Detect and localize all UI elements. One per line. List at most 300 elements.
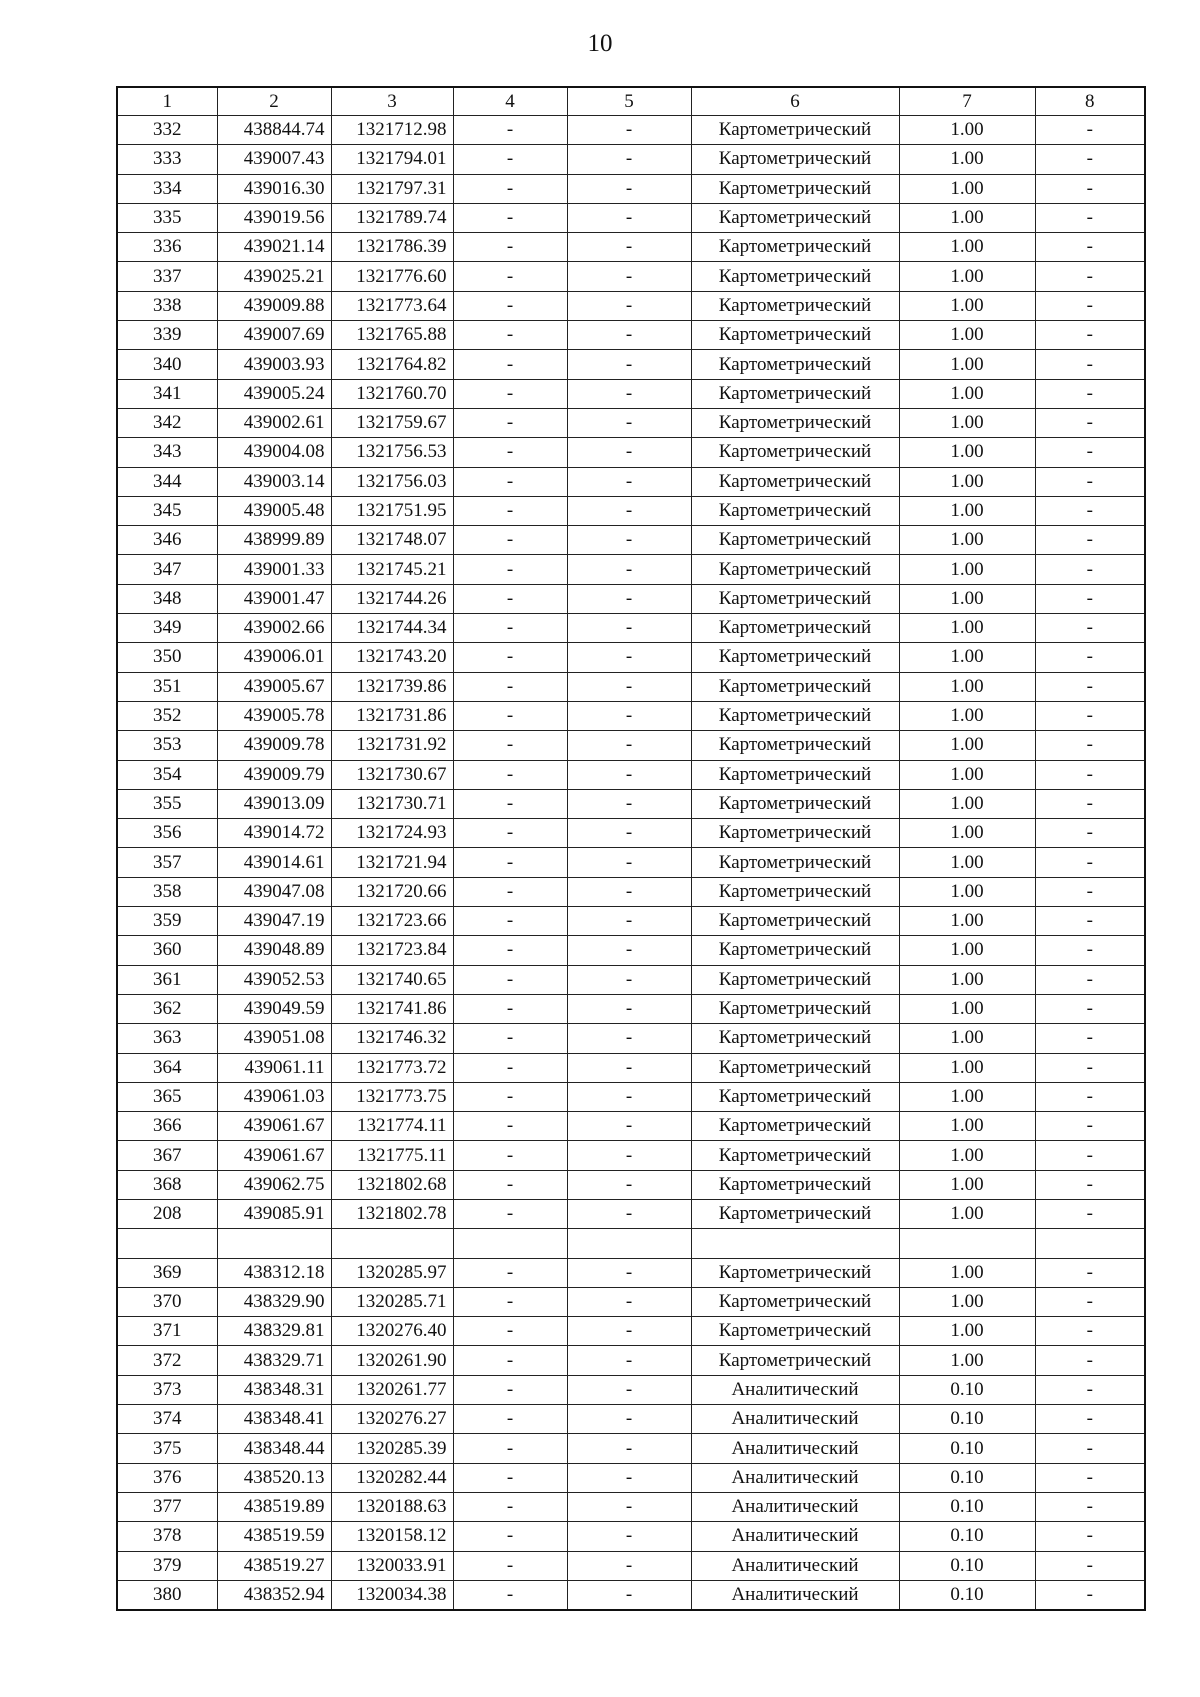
table-cell-col-5: - (567, 1258, 691, 1287)
table-cell-col-1: 360 (117, 936, 217, 965)
table-cell-col-8: - (1035, 1258, 1145, 1287)
table-cell-col-4: - (453, 1317, 567, 1346)
table-cell-col-5: - (567, 760, 691, 789)
table-cell-col-7: 0.10 (899, 1580, 1035, 1610)
table-cell-col-5: - (567, 672, 691, 701)
table-cell-col-6: Картометрический (691, 584, 899, 613)
table-cell-col-5: - (567, 555, 691, 584)
table-cell-col-4: - (453, 1405, 567, 1434)
table-cell-col-5: - (567, 145, 691, 174)
table-cell-col-7: 1.00 (899, 1317, 1035, 1346)
table-cell-col-3: 1321730.67 (331, 760, 453, 789)
table-cell-col-1: 355 (117, 789, 217, 818)
table-cell-col-5: - (567, 1522, 691, 1551)
table-row (117, 731, 1145, 760)
table-cell-col-3: 1321723.66 (331, 907, 453, 936)
table-cell-col-3: 1321723.84 (331, 936, 453, 965)
table-cell-col-3: 1321802.78 (331, 1199, 453, 1228)
table-cell-col-1: 372 (117, 1346, 217, 1375)
table-row (117, 1346, 1145, 1375)
table-cell-col-8: - (1035, 1551, 1145, 1580)
table-cell-col-6: Картометрический (691, 936, 899, 965)
table-cell-col-5: - (567, 731, 691, 760)
table-cell-col-3: 1321756.03 (331, 467, 453, 496)
table-cell-col-2: 439002.61 (217, 408, 331, 437)
table-cell-col-5: - (567, 1141, 691, 1170)
table-cell-col-2: 438999.89 (217, 526, 331, 555)
table-cell-col-8: - (1035, 1522, 1145, 1551)
table-cell-col-5: - (567, 1199, 691, 1228)
table-cell-col-1: 377 (117, 1492, 217, 1521)
table-cell-col-8: - (1035, 526, 1145, 555)
table-cell-col-5: - (567, 584, 691, 613)
table-cell-col-8: - (1035, 1375, 1145, 1404)
table-cell-col-4: - (453, 643, 567, 672)
table-cell-col-2: 439005.48 (217, 496, 331, 525)
table-cell-col-3: 1321774.11 (331, 1112, 453, 1141)
table-cell-col-2: 439021.14 (217, 233, 331, 262)
table-cell-col-2: 439016.30 (217, 174, 331, 203)
table-row (117, 965, 1145, 994)
table-cell-col-6: Картометрический (691, 877, 899, 906)
table-cell-col-8: - (1035, 145, 1145, 174)
column-header-4: 4 (453, 87, 567, 116)
table-cell-col-7: 1.00 (899, 555, 1035, 584)
table-cell-col-6: Картометрический (691, 760, 899, 789)
table-cell-col-4: - (453, 291, 567, 320)
table-cell-col-8: - (1035, 203, 1145, 232)
table-row (117, 1053, 1145, 1082)
table-cell-col-6: Картометрический (691, 321, 899, 350)
table-cell-col-4: - (453, 350, 567, 379)
table-cell-col-6: Картометрический (691, 1287, 899, 1316)
table-cell-col-3: 1320282.44 (331, 1463, 453, 1492)
table-cell-col-4: - (453, 701, 567, 730)
table-cell-col-4: - (453, 1024, 567, 1053)
table-cell-col-8: - (1035, 321, 1145, 350)
table-row (117, 1024, 1145, 1053)
table-cell-col-4: - (453, 1170, 567, 1199)
table-cell-col-8: - (1035, 174, 1145, 203)
table-cell-col-4: - (453, 145, 567, 174)
table-cell-col-2: 438329.90 (217, 1287, 331, 1316)
table-cell-col-8: - (1035, 496, 1145, 525)
table-cell-col-6: Картометрический (691, 1141, 899, 1170)
table-row (117, 1463, 1145, 1492)
table-cell-col-7: 1.00 (899, 1112, 1035, 1141)
table-cell-col-5: - (567, 262, 691, 291)
table-cell-col-6: Картометрический (691, 555, 899, 584)
table-cell-col-6: Картометрический (691, 203, 899, 232)
table-cell-col-7: 0.10 (899, 1434, 1035, 1463)
table-cell-col-6: Картометрический (691, 145, 899, 174)
table-cell-col-8: - (1035, 233, 1145, 262)
table-cell-col-6: Картометрический (691, 1024, 899, 1053)
table-cell-col-3: 1321746.32 (331, 1024, 453, 1053)
table-cell-col-6: Картометрический (691, 438, 899, 467)
table-cell-col-8: - (1035, 994, 1145, 1023)
table-cell-col-4: - (453, 584, 567, 613)
table-cell-col-4: - (453, 321, 567, 350)
table-cell-col-8: - (1035, 467, 1145, 496)
table-cell-col-8: - (1035, 555, 1145, 584)
table-cell-col-6: Аналитический (691, 1580, 899, 1610)
table-cell-col-3: 1320034.38 (331, 1580, 453, 1610)
table-cell-col-2: 438844.74 (217, 116, 331, 145)
table-cell-col-1: 364 (117, 1053, 217, 1082)
table-cell-col-1: 348 (117, 584, 217, 613)
table-cell-col-8: - (1035, 1434, 1145, 1463)
table-cell-col-3: 1320188.63 (331, 1492, 453, 1521)
table-cell-col-1: 354 (117, 760, 217, 789)
table-cell-col-8: - (1035, 1492, 1145, 1521)
table-row (117, 321, 1145, 350)
table-cell-col-2: 439019.56 (217, 203, 331, 232)
table-cell-col-2: 439061.03 (217, 1082, 331, 1111)
table-cell-col-8: - (1035, 350, 1145, 379)
table-cell-col-5: - (567, 994, 691, 1023)
table-cell-col-4: - (453, 731, 567, 760)
table-row (117, 1082, 1145, 1111)
table-cell-col-2: 439049.59 (217, 994, 331, 1023)
column-header-5: 5 (567, 87, 691, 116)
table-cell-col-8: - (1035, 877, 1145, 906)
table-cell-col-5: - (567, 819, 691, 848)
table-row (117, 789, 1145, 818)
table-row (117, 145, 1145, 174)
table-row (117, 1375, 1145, 1404)
table-cell-col-5: - (567, 1053, 691, 1082)
table-cell-col-7: 1.00 (899, 672, 1035, 701)
table-cell-col-3: 1321739.86 (331, 672, 453, 701)
table-cell-col-2: 439025.21 (217, 262, 331, 291)
table-cell-col-5: - (567, 291, 691, 320)
table-cell-col-2: 439006.01 (217, 643, 331, 672)
table-cell-col-5: - (567, 379, 691, 408)
table-cell-col-3: 1321759.67 (331, 408, 453, 437)
table-cell-col-6: Картометрический (691, 291, 899, 320)
table-cell-col-2 (217, 1229, 331, 1258)
table-cell-col-2: 439047.08 (217, 877, 331, 906)
table-cell-col-6: Аналитический (691, 1492, 899, 1521)
table-cell-col-3: 1321720.66 (331, 877, 453, 906)
table-cell-col-7: 1.00 (899, 1170, 1035, 1199)
table-cell-col-7: 1.00 (899, 408, 1035, 437)
table-row (117, 526, 1145, 555)
table-cell-col-8: - (1035, 614, 1145, 643)
table-cell-col-7: 1.00 (899, 819, 1035, 848)
table-cell-col-5: - (567, 408, 691, 437)
table-row (117, 1492, 1145, 1521)
table-cell-col-5: - (567, 321, 691, 350)
table-cell-col-3: 1321724.93 (331, 819, 453, 848)
table-cell-col-4: - (453, 1522, 567, 1551)
table-cell-col-3: 1321731.86 (331, 701, 453, 730)
table-cell-col-2: 439014.61 (217, 848, 331, 877)
column-header-3: 3 (331, 87, 453, 116)
table-cell-col-3: 1320285.97 (331, 1258, 453, 1287)
table-cell-col-7: 1.00 (899, 1346, 1035, 1375)
table-cell-col-1: 347 (117, 555, 217, 584)
table-cell-col-4: - (453, 526, 567, 555)
table-cell-col-4: - (453, 1551, 567, 1580)
table-cell-col-4: - (453, 848, 567, 877)
table-cell-col-1: 365 (117, 1082, 217, 1111)
table-cell-col-8: - (1035, 760, 1145, 789)
table-cell-col-4: - (453, 789, 567, 818)
table-cell-col-2: 439005.24 (217, 379, 331, 408)
table-cell-col-8: - (1035, 1580, 1145, 1610)
table-cell-col-2: 438329.81 (217, 1317, 331, 1346)
table-row (117, 701, 1145, 730)
table-cell-col-6: Картометрический (691, 731, 899, 760)
table-cell-col-2: 439085.91 (217, 1199, 331, 1228)
table-row (117, 819, 1145, 848)
table-cell-col-8: - (1035, 584, 1145, 613)
table-cell-col-4: - (453, 907, 567, 936)
table-cell-col-7: 1.00 (899, 936, 1035, 965)
table-cell-col-2: 439062.75 (217, 1170, 331, 1199)
table-cell-col-7: 0.10 (899, 1522, 1035, 1551)
table-cell-col-6: Картометрический (691, 526, 899, 555)
table-cell-col-1: 343 (117, 438, 217, 467)
table-cell-col-6: Аналитический (691, 1434, 899, 1463)
table-cell-col-6: Картометрический (691, 467, 899, 496)
table-cell-col-7: 1.00 (899, 877, 1035, 906)
table-row (117, 614, 1145, 643)
table-cell-col-5: - (567, 203, 691, 232)
table-row (117, 379, 1145, 408)
table-cell-col-4: - (453, 1463, 567, 1492)
table-row (117, 438, 1145, 467)
table-cell-col-1: 337 (117, 262, 217, 291)
table-cell-col-8: - (1035, 672, 1145, 701)
table-cell-col-3: 1321731.92 (331, 731, 453, 760)
table-cell-col-7: 1.00 (899, 760, 1035, 789)
table-cell-col-4: - (453, 233, 567, 262)
table-cell-col-7: 1.00 (899, 145, 1035, 174)
table-cell-col-5: - (567, 116, 691, 145)
table-cell-col-7: 1.00 (899, 1082, 1035, 1111)
table-cell-col-6: Картометрический (691, 496, 899, 525)
table-cell-col-5 (567, 1229, 691, 1258)
table-cell-col-3: 1321773.75 (331, 1082, 453, 1111)
table-cell-col-2: 439005.78 (217, 701, 331, 730)
table-cell-col-8: - (1035, 1170, 1145, 1199)
table-cell-col-7: 0.10 (899, 1551, 1035, 1580)
table-cell-col-4: - (453, 819, 567, 848)
table-cell-col-1: 357 (117, 848, 217, 877)
table-row (117, 1170, 1145, 1199)
table-row (117, 848, 1145, 877)
table-row (117, 994, 1145, 1023)
table-row (117, 174, 1145, 203)
table-cell-col-4: - (453, 174, 567, 203)
table-cell-col-1: 376 (117, 1463, 217, 1492)
table-cell-col-5: - (567, 526, 691, 555)
table-cell-col-8: - (1035, 643, 1145, 672)
table-cell-col-2: 439061.11 (217, 1053, 331, 1082)
table-cell-col-8: - (1035, 1053, 1145, 1082)
table-cell-col-7: 1.00 (899, 643, 1035, 672)
table-cell-col-3: 1321751.95 (331, 496, 453, 525)
table-row (117, 1287, 1145, 1316)
table-cell-col-3: 1320261.77 (331, 1375, 453, 1404)
table-cell-col-1: 378 (117, 1522, 217, 1551)
table-cell-col-6: Аналитический (691, 1522, 899, 1551)
table-row (117, 262, 1145, 291)
table-cell-col-8 (1035, 1229, 1145, 1258)
column-header-1: 1 (117, 87, 217, 116)
table-cell-col-6: Картометрический (691, 848, 899, 877)
table-cell-col-1: 339 (117, 321, 217, 350)
table-cell-col-2: 438519.89 (217, 1492, 331, 1521)
table-cell-col-4: - (453, 379, 567, 408)
table-cell-col-2: 438520.13 (217, 1463, 331, 1492)
table-cell-col-7: 0.10 (899, 1405, 1035, 1434)
table-row (117, 408, 1145, 437)
table-cell-col-6: Картометрический (691, 819, 899, 848)
table-cell-col-3: 1320261.90 (331, 1346, 453, 1375)
table-cell-col-2: 439001.47 (217, 584, 331, 613)
table-cell-col-2: 438519.27 (217, 1551, 331, 1580)
table-cell-col-2: 439047.19 (217, 907, 331, 936)
table-cell-col-8: - (1035, 1082, 1145, 1111)
table-cell-col-8: - (1035, 1317, 1145, 1346)
table-row (117, 116, 1145, 145)
table-cell-col-1: 346 (117, 526, 217, 555)
table-cell-col-8: - (1035, 1346, 1145, 1375)
table-cell-col-5: - (567, 1346, 691, 1375)
table-cell-col-1: 370 (117, 1287, 217, 1316)
table-cell-col-6: Аналитический (691, 1463, 899, 1492)
table-cell-col-1: 350 (117, 643, 217, 672)
table-cell-col-3: 1321773.64 (331, 291, 453, 320)
table-cell-col-1: 380 (117, 1580, 217, 1610)
table-cell-col-2: 439009.79 (217, 760, 331, 789)
table-cell-col-4: - (453, 438, 567, 467)
table-cell-col-5: - (567, 467, 691, 496)
table-cell-col-2: 439013.09 (217, 789, 331, 818)
table-cell-col-7: 1.00 (899, 907, 1035, 936)
table-cell-col-1: 336 (117, 233, 217, 262)
table-cell-col-6: Картометрический (691, 643, 899, 672)
table-cell-col-7: 1.00 (899, 1199, 1035, 1228)
table-cell-col-8: - (1035, 848, 1145, 877)
table-cell-col-5: - (567, 496, 691, 525)
table-row (117, 1434, 1145, 1463)
table-cell-col-2: 439051.08 (217, 1024, 331, 1053)
table-cell-col-5: - (567, 848, 691, 877)
table-cell-col-4: - (453, 614, 567, 643)
table-cell-col-2: 438348.31 (217, 1375, 331, 1404)
table-cell-col-5: - (567, 1082, 691, 1111)
table-cell-col-1: 345 (117, 496, 217, 525)
table-cell-col-2: 439001.33 (217, 555, 331, 584)
table-cell-col-6: Картометрический (691, 350, 899, 379)
table-cell-col-3: 1321741.86 (331, 994, 453, 1023)
table-cell-col-3 (331, 1229, 453, 1258)
table-cell-col-5: - (567, 877, 691, 906)
table-cell-col-5: - (567, 1170, 691, 1199)
table-cell-col-8: - (1035, 1141, 1145, 1170)
table-row (117, 233, 1145, 262)
table-cell-col-6: Картометрический (691, 174, 899, 203)
table-cell-col-3: 1321730.71 (331, 789, 453, 818)
table-cell-col-7: 1.00 (899, 262, 1035, 291)
table-cell-col-1: 375 (117, 1434, 217, 1463)
table-cell-col-5: - (567, 174, 691, 203)
table-cell-col-7: 1.00 (899, 731, 1035, 760)
table-cell-col-6: Картометрический (691, 1112, 899, 1141)
table-cell-col-7: 1.00 (899, 496, 1035, 525)
table-cell-col-4: - (453, 1434, 567, 1463)
table-cell-col-4: - (453, 467, 567, 496)
table-row (117, 1317, 1145, 1346)
table-cell-col-7: 1.00 (899, 116, 1035, 145)
table-cell-col-2: 439004.08 (217, 438, 331, 467)
table-cell-col-2: 439048.89 (217, 936, 331, 965)
table-cell-col-5: - (567, 701, 691, 730)
table-cell-col-2: 438348.41 (217, 1405, 331, 1434)
table-cell-col-8: - (1035, 379, 1145, 408)
table-cell-col-1: 359 (117, 907, 217, 936)
table-cell-col-3: 1321773.72 (331, 1053, 453, 1082)
table-cell-col-2: 439061.67 (217, 1141, 331, 1170)
table-cell-col-1: 366 (117, 1112, 217, 1141)
table-cell-col-3: 1321765.88 (331, 321, 453, 350)
table-cell-col-4: - (453, 877, 567, 906)
table-body (117, 116, 1145, 1611)
table-cell-col-5: - (567, 643, 691, 672)
table-cell-col-8: - (1035, 907, 1145, 936)
table-cell-col-5: - (567, 614, 691, 643)
table-cell-col-7: 1.00 (899, 701, 1035, 730)
table-cell-col-8: - (1035, 789, 1145, 818)
table-cell-col-5: - (567, 1375, 691, 1404)
table-cell-col-5: - (567, 1287, 691, 1316)
table-cell-col-6: Картометрический (691, 1346, 899, 1375)
table-cell-col-3: 1321775.11 (331, 1141, 453, 1170)
table-cell-col-3: 1321802.68 (331, 1170, 453, 1199)
table-cell-col-3: 1321760.70 (331, 379, 453, 408)
table-cell-col-1: 358 (117, 877, 217, 906)
table-cell-col-1: 362 (117, 994, 217, 1023)
table-cell-col-2: 439061.67 (217, 1112, 331, 1141)
table-cell-col-7: 1.00 (899, 848, 1035, 877)
table-header-row (117, 87, 1145, 116)
table-row (117, 467, 1145, 496)
table-cell-col-2: 438348.44 (217, 1434, 331, 1463)
table-row (117, 643, 1145, 672)
table-cell-col-3: 1321744.26 (331, 584, 453, 613)
table-cell-col-1: 349 (117, 614, 217, 643)
table-cell-col-4: - (453, 1258, 567, 1287)
table-cell-col-4: - (453, 408, 567, 437)
table-cell-col-4: - (453, 1580, 567, 1610)
table-row (117, 555, 1145, 584)
table-cell-col-5: - (567, 1434, 691, 1463)
table-cell-col-3: 1321797.31 (331, 174, 453, 203)
table-cell-col-4 (453, 1229, 567, 1258)
table-cell-col-6: Картометрический (691, 1170, 899, 1199)
table-cell-col-7: 1.00 (899, 1141, 1035, 1170)
table-row (117, 203, 1145, 232)
table-cell-col-3: 1320033.91 (331, 1551, 453, 1580)
table-cell-col-6: Картометрический (691, 1082, 899, 1111)
table-cell-col-6: Картометрический (691, 701, 899, 730)
table-cell-col-8: - (1035, 936, 1145, 965)
